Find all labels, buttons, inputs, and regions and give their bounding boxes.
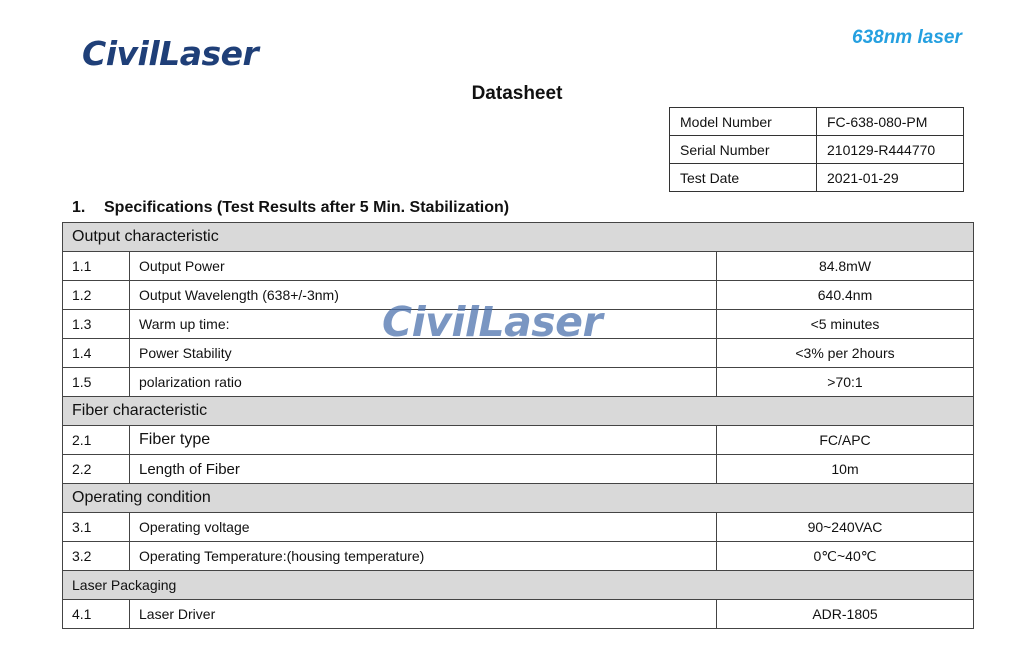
spec-index: 3.2 <box>63 542 130 571</box>
spec-index: 1.4 <box>63 339 130 368</box>
spec-row <box>63 542 974 571</box>
info-row-model <box>670 108 964 136</box>
spec-row <box>63 310 974 339</box>
info-row-serial <box>670 136 964 164</box>
spec-value: <3% per 2hours <box>717 339 974 368</box>
spec-value: ADR-1805 <box>717 600 974 629</box>
spec-index: 1.2 <box>63 281 130 310</box>
spec-value: 84.8mW <box>717 252 974 281</box>
spec-name: Output Wavelength (638+/-3nm) <box>130 281 717 310</box>
spec-name: Fiber type <box>130 426 717 455</box>
group-title: Output characteristic <box>63 223 974 252</box>
group-title: Laser Packaging <box>63 571 974 600</box>
brand-watermark: CivilLaser <box>382 298 603 346</box>
spec-name: Power Stability <box>130 339 717 368</box>
group-header-packaging <box>63 571 974 600</box>
spec-value: 0℃~40℃ <box>717 542 974 571</box>
spec-row <box>63 368 974 397</box>
spec-row <box>63 252 974 281</box>
info-value: 210129-R444770 <box>817 136 964 164</box>
spec-index: 2.1 <box>63 426 130 455</box>
section-heading <box>72 199 509 217</box>
spec-table <box>62 222 974 629</box>
spec-row <box>63 281 974 310</box>
group-title: Operating condition <box>63 484 974 513</box>
spec-name: Warm up time: <box>130 310 717 339</box>
section-title: Specifications (Test Results after 5 Min. Stabilization) <box>104 199 510 216</box>
spec-value: 10m <box>717 455 974 484</box>
spec-name: Length of Fiber <box>130 455 717 484</box>
spec-value: <5 minutes <box>717 310 974 339</box>
spec-index: 3.1 <box>63 513 130 542</box>
spec-index: 1.5 <box>63 368 130 397</box>
spec-name: Operating voltage <box>130 513 717 542</box>
spec-row <box>63 600 974 629</box>
spec-name: Output Power <box>130 252 717 281</box>
spec-index: 1.3 <box>63 310 130 339</box>
spec-value: 90~240VAC <box>717 513 974 542</box>
info-label: Model Number <box>670 108 817 136</box>
spec-index: 2.2 <box>63 455 130 484</box>
group-header-operating <box>63 484 974 513</box>
spec-row <box>63 455 974 484</box>
spec-index: 4.1 <box>63 600 130 629</box>
info-label: Serial Number <box>670 136 817 164</box>
info-table <box>669 107 964 192</box>
group-title: Fiber characteristic <box>63 397 974 426</box>
group-header-fiber <box>63 397 974 426</box>
spec-value: FC/APC <box>717 426 974 455</box>
info-label: Test Date <box>670 164 817 192</box>
spec-index: 1.1 <box>63 252 130 281</box>
spec-name: polarization ratio <box>130 368 717 397</box>
info-row-date <box>670 164 964 192</box>
info-value: FC-638-080-PM <box>817 108 964 136</box>
spec-name: Operating Temperature:(housing temperature) <box>130 542 717 571</box>
brand-logo: CivilLaser <box>82 34 259 73</box>
section-number: 1. <box>72 199 86 216</box>
spec-row <box>63 513 974 542</box>
spec-value: 640.4nm <box>717 281 974 310</box>
info-value: 2021-01-29 <box>817 164 964 192</box>
spec-row <box>63 426 974 455</box>
product-tagline: 638nm laser <box>852 27 962 48</box>
group-header-output <box>63 223 974 252</box>
spec-name: Laser Driver <box>130 600 717 629</box>
spec-row <box>63 339 974 368</box>
spec-value: >70:1 <box>717 368 974 397</box>
document-title: Datasheet <box>471 83 563 104</box>
